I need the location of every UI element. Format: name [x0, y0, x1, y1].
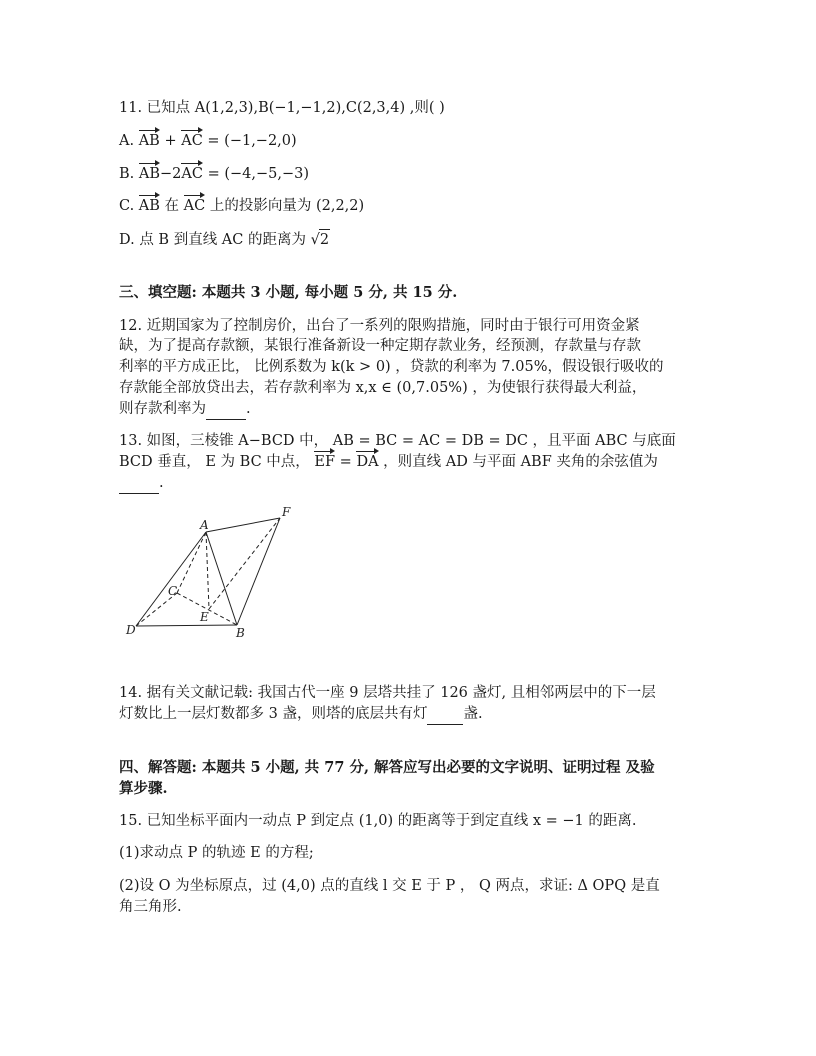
- q13-line-3-end: .: [159, 475, 164, 491]
- label-b: B: [236, 626, 245, 640]
- q11-a-prefix: A.: [119, 133, 139, 149]
- section-3-heading: 三、填空题: 本题共 3 小题, 每小题 5 分, 共 15 分.: [119, 284, 458, 301]
- section-4-heading-line-2: 算步骤.: [119, 780, 168, 797]
- vector-ac: AC: [183, 198, 206, 214]
- q11-a-mid: +: [159, 133, 182, 149]
- q11-c-rest: 上的投影向量为 (2,2,2): [205, 198, 365, 214]
- vector-ac: AC: [181, 166, 203, 182]
- q11-d-text: D. 点 B 到直线 AC 的距离为: [119, 232, 311, 248]
- q11-option-a: [119, 131, 297, 151]
- q11-c-prefix: C.: [119, 198, 139, 214]
- q14-line-2: [119, 704, 483, 725]
- q12-line-2: 缺，为了提高存款额，某银行准备新设一种定期存款业务，经预测，存款量与存款: [119, 338, 641, 354]
- q12-line-5-end: .: [246, 401, 251, 417]
- segment-ae: [206, 532, 209, 609]
- vector-ab: AB: [138, 166, 161, 182]
- q14-line-1: 14. 据有关文献记载: 我国古代一座 9 层塔共挂了 126 盏灯, 且相邻两层中的下一层: [119, 685, 656, 701]
- vector-ef: EF: [314, 454, 336, 470]
- vector-ac: AC: [181, 133, 203, 149]
- sqrt-radicand: 2: [319, 229, 330, 250]
- edge-bf: [237, 518, 280, 625]
- q12-line-5: [119, 399, 251, 420]
- q11-c-mid: 在: [159, 198, 184, 214]
- answer-blank: [427, 704, 463, 725]
- edge-ca: [177, 532, 206, 593]
- q13-line-1: 13. 如图，三棱锥 A−BCD 中， AB = BC = AC = DB = DC ，且平面 ABC 与底面: [119, 433, 676, 449]
- q13-line-2-post: ，则直线 AD 与平面 ABF 夹角的余弦值为: [378, 454, 658, 470]
- pyramid-figure: [119, 500, 309, 645]
- q11-a-rest: = (−1,−2,0): [202, 133, 297, 149]
- edge-db: [136, 625, 237, 626]
- q11-b-prefix: B.: [119, 166, 139, 182]
- label-a: A: [200, 518, 209, 532]
- q11-option-b: [119, 164, 309, 184]
- q14-line-2-post: 盏.: [463, 706, 483, 722]
- q15-part-2-line-2: 角三角形.: [119, 899, 182, 915]
- q13-line-2-mid: =: [335, 454, 357, 470]
- q15-part-1: (1)求动点 P 的轨迹 E 的方程;: [119, 845, 314, 861]
- label-f: F: [282, 505, 291, 519]
- vector-ab: AB: [138, 198, 160, 214]
- q11-stem: 11. 已知点 A(1,2,3),B(−1,−1,2),C(2,3,4) ,则( ): [119, 100, 445, 116]
- q11-option-d: [119, 229, 330, 250]
- edge-af: [206, 518, 280, 532]
- q11-option-c: [119, 196, 364, 216]
- vector-ab: AB: [138, 133, 160, 149]
- answer-blank: [119, 473, 159, 494]
- vector-da: DA: [356, 454, 379, 470]
- q12-line-3: 利率的平方成正比， 比例系数为 k(k > 0) ，贷款的利率为 7.05%，假设银行吸收的: [119, 359, 664, 375]
- q15-part-2-line-1: (2)设 O 为坐标原点，过 (4,0) 点的直线 l 交 E 于 P ， Q 两点，求证: Δ OPQ 是直: [119, 878, 660, 894]
- segment-ef: [209, 518, 280, 609]
- answer-blank: [206, 399, 246, 420]
- label-c: C: [168, 584, 178, 598]
- label-d: D: [126, 623, 136, 637]
- q11-b-rest: = (−4,−5,−3): [202, 166, 309, 182]
- q11-b-mid: −2: [160, 166, 182, 182]
- q13-line-2-pre: BCD 垂直， E 为 BC 中点，: [119, 454, 315, 470]
- q14-line-2-pre: 灯数比上一层灯数都多 3 盏，则塔的底层共有灯: [119, 706, 428, 722]
- section-4-heading-line-1: 四、解答题: 本题共 5 小题, 共 77 分, 解答应写出必要的文字说明、证明过程 及验: [119, 759, 655, 776]
- q12-line-4: 存款能全部放贷出去，若存款利率为 x,x ∈ (0,7.05%) ，为使银行获得最大利益，: [119, 380, 647, 396]
- q13-line-2: [119, 452, 658, 472]
- sqrt-symbol: √: [310, 232, 320, 248]
- edge-da: [136, 532, 206, 626]
- q15-stem: 15. 已知坐标平面内一动点 P 到定点 (1,0) 的距离等于到定直线 x = −1 的距离.: [119, 813, 637, 829]
- q13-line-3: [119, 473, 164, 494]
- label-e: E: [200, 610, 209, 624]
- q12-line-1: 12. 近期国家为了控制房价，出台了一系列的限购措施，同时由于银行可用资金紧: [119, 318, 640, 334]
- q12-line-5-text: 则存款利率为: [119, 401, 206, 417]
